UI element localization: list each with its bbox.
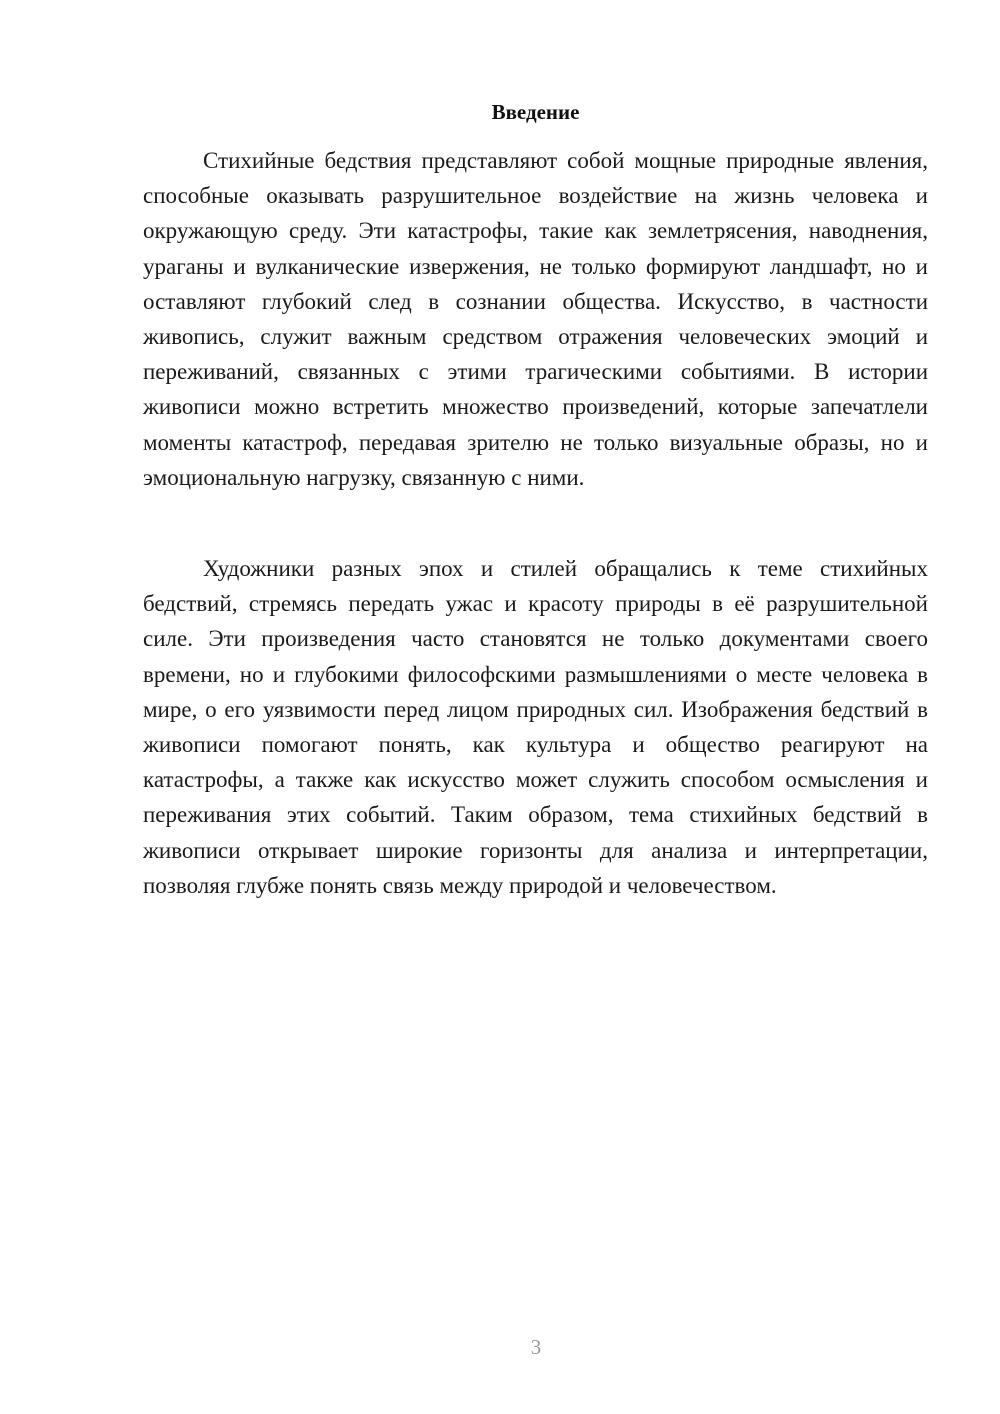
paragraph-2: Художники разных эпох и стилей обращались к теме стихийных бедствий, стремясь передать ужас и красоту природы в её разрушительной силе. Эти произведения часто становятся не только документами своего времени, но и глубокими философскими размышлениями о месте человека в мире, о его уязвимости перед лицом природных сил. Изображения бедствий в живописи помогают понять, как культура и общество реагируют на катастрофы, а также как искусство может служить способом осмысления и переживания этих событий. Таким образом, тема стихийных бедствий в живописи открывает широкие горизонты для анализа и интерпретации, позволяя глубже понять связь между природой и человечеством. [143, 556, 928, 898]
paragraph-1: Стихийные бедствия представляют собой мощные природные явления, способные оказывать разрушительное воздействие на жизнь человека и окружающую среду. Эти катастрофы, такие как землетрясения, наводнения, ураганы и вулканические извержения, не только формируют ландшафт, но и оставляют глубокий след в сознании общества. Искусство, в частности живопись, служит важным средством отражения человеческих эмоций и переживаний, связанных с этими трагическими событиями. В истории живописи можно встретить множество произведений, которые запечатлели моменты катастроф, передавая зрителю не только визуальные образы, но и эмоциональную нагрузку, связанную с ними. [143, 148, 928, 490]
page-number: 3 [530, 1335, 542, 1359]
section-heading: Введение [491, 100, 580, 124]
